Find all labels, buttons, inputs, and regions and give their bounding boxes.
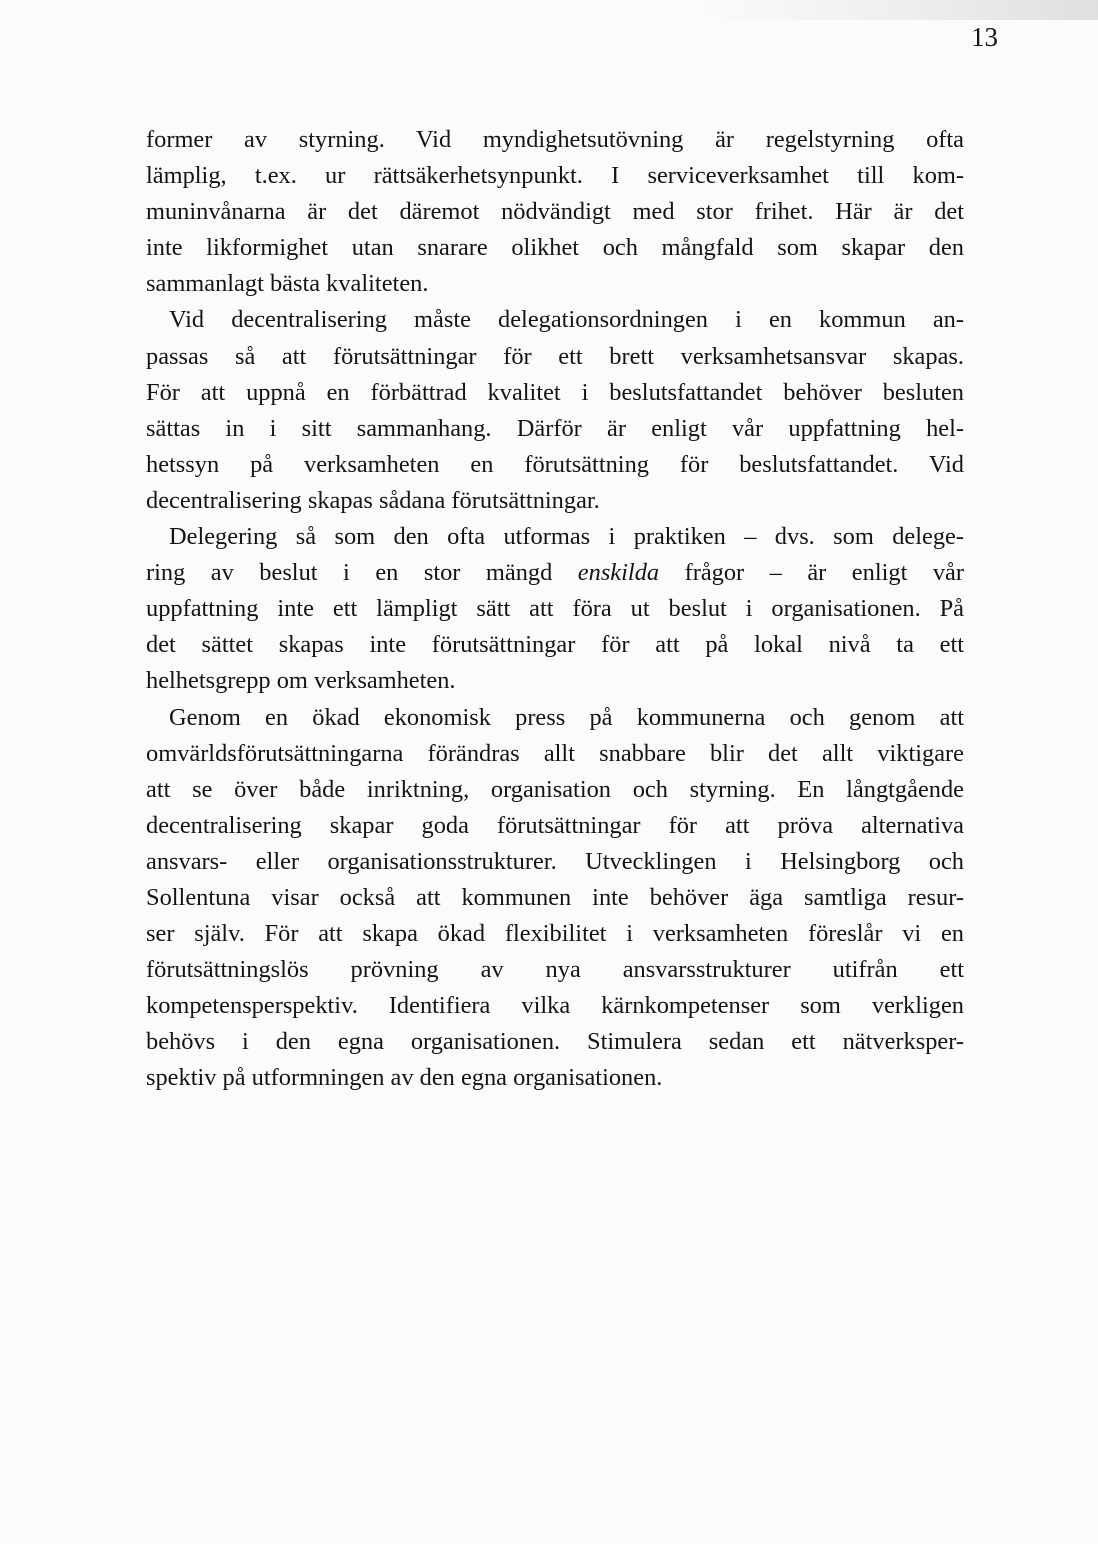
- text-line: det sättet skapas inte förutsättningar för att på lokal nivå ta ett: [146, 631, 964, 659]
- text-line: muninvånarna är det däremot nödvändigt med stor frihet. Här är det: [146, 198, 964, 226]
- text-line: Genom en ökad ekonomisk press på kommunerna och genom att: [169, 703, 964, 731]
- emphasized-word: enskilda: [577, 559, 660, 587]
- text-segment: frågor – är enligt vår: [684, 559, 964, 587]
- text-line: kompetensperspektiv. Identifiera vilka kärnkompetenser som verkligen: [146, 992, 964, 1020]
- text-line: För att uppnå en förbättrad kvalitet i beslutsfattandet behöver besluten: [146, 378, 964, 406]
- scan-shadow: [700, 0, 1098, 20]
- text-line: decentralisering skapas sådana förutsättningar.: [146, 486, 600, 514]
- text-line: former av styrning. Vid myndighetsutövning är regelstyrning ofta: [146, 126, 964, 153]
- paragraph-4: [146, 700, 964, 1097]
- text-line: lämplig, t.ex. ur rättsäkerhetsynpunkt. I serviceverksamhet till kom-: [146, 162, 964, 190]
- text-line: hetssyn på verksamheten en förutsättning för beslutsfattandet. Vid: [146, 450, 964, 478]
- text-line: Delegering så som den ofta utformas i praktiken – dvs. som delege-: [169, 523, 964, 551]
- body-text: [146, 122, 964, 1097]
- text-line: inte likformighet utan snarare olikhet och mångfald som skapar den: [146, 234, 964, 262]
- text-segment: ring av beslut i en stor mängd: [146, 559, 553, 587]
- text-line: helhetsgrepp om verksamheten.: [146, 667, 456, 695]
- text-line-with-emphasis: [146, 555, 964, 591]
- text-line: uppfattning inte ett lämpligt sätt att föra ut beslut i organisationen. På: [146, 595, 964, 623]
- text-line: ansvars- eller organisationsstrukturer. Utvecklingen i Helsingborg och: [146, 847, 964, 875]
- text-line: Sollentuna visar också att kommunen inte behöver äga samtliga resur-: [146, 883, 964, 911]
- text-line: sättas in i sitt sammanhang. Därför är enligt vår uppfattning hel-: [146, 414, 964, 442]
- text-line: att se över både inriktning, organisation och styrning. En långtgående: [146, 775, 964, 803]
- text-line: decentralisering skapar goda förutsättningar för att pröva alternativa: [146, 811, 964, 839]
- text-line: ser själv. För att skapa ökad flexibilitet i verksamheten föreslår vi en: [146, 920, 964, 948]
- text-line: passas så att förutsättningar för ett brett verksamhetsansvar skapas.: [146, 342, 964, 370]
- text-line: sammanlagt bästa kvaliteten.: [146, 270, 429, 298]
- text-line: spektiv på utformningen av den egna organisationen.: [146, 1064, 663, 1092]
- text-line: Vid decentralisering måste delegationsordningen i en kommun an-: [169, 306, 964, 334]
- paragraph-1: [146, 122, 964, 302]
- text-line: behövs i den egna organisationen. Stimulera sedan ett nätverksper-: [146, 1028, 964, 1056]
- paragraph-2: [146, 302, 964, 519]
- text-line: omvärldsförutsättningarna förändras allt snabbare blir det allt viktigare: [146, 739, 964, 767]
- text-line: förutsättningslös prövning av nya ansvarsstrukturer utifrån ett: [146, 956, 964, 984]
- paragraph-3: [146, 519, 964, 699]
- page-number: 13: [971, 22, 998, 52]
